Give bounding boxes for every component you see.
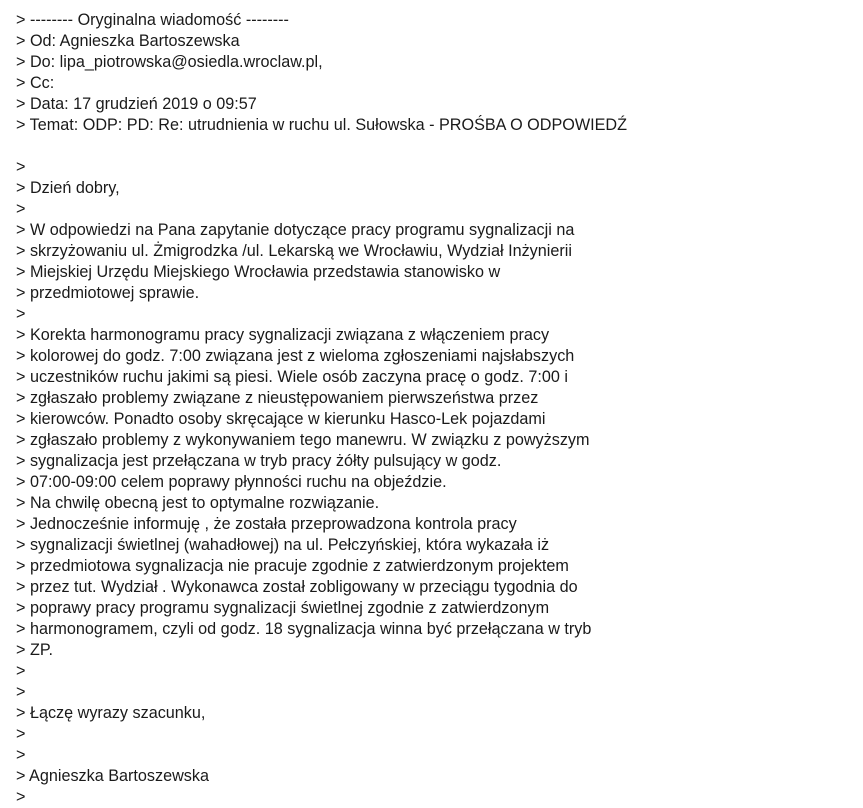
body-line: >	[16, 683, 26, 701]
cc-text: > Cc:	[16, 74, 55, 92]
body-line: > harmonogramem, czyli od godz. 18 sygnalizacja winna być przełączana w tryb	[16, 620, 592, 638]
subject-line: > Temat: ODP: PD: Re: utrudnienia w ruchu ul. Sułowska - PROŚBA O ODPOWIEDŹ	[16, 116, 627, 134]
header-spacer	[16, 136, 856, 157]
body-line: >	[16, 746, 26, 764]
body-line: > poprawy pracy programu sygnalizacji świetlnej zgodnie z zatwierdzonym	[16, 599, 550, 617]
body-line: > Korekta harmonogramu pracy sygnalizacji związana z włączeniem pracy	[16, 326, 550, 344]
original-message-marker: > -------- Oryginalna wiadomość --------	[16, 11, 289, 29]
body-line: > ZP.	[16, 641, 54, 659]
body-line: > zgłaszało problemy związane z nieustępowaniem pierwszeństwa przez	[16, 389, 539, 407]
body-line: > Jednocześnie informuję , że została przeprowadzona kontrola pracy	[16, 515, 517, 533]
body-line: > zgłaszało problemy z wykonywaniem tego manewru. W związku z powyższym	[16, 431, 590, 449]
from-line	[16, 31, 856, 52]
date-line: > Data: 17 grudzień 2019 o 09:57	[16, 95, 257, 113]
body-line: > kolorowej do godz. 7:00 związana jest z wieloma zgłoszeniami najsłabszych	[16, 347, 575, 365]
body-line: > W odpowiedzi na Pana zapytanie dotyczące pracy programu sygnalizacji na	[16, 221, 575, 239]
cc-line	[16, 73, 856, 94]
body-line: > przedmiotowa sygnalizacja nie pracuje zgodnie z zatwierdzonym projektem	[16, 557, 569, 575]
body-line: >	[16, 305, 26, 323]
body-line: > Na chwilę obecną jest to optymalne rozwiązanie.	[16, 494, 380, 512]
from-text: > Od: Agnieszka Bartoszewska	[16, 32, 240, 50]
quoted-email	[16, 10, 856, 808]
to-line: > Do: lipa_piotrowska@osiedla.wroclaw.pl,	[16, 53, 323, 71]
body-line: > Miejskiej Urzędu Miejskiego Wrocławia przedstawia stanowisko w	[16, 263, 501, 281]
closing-line: > Łączę wyrazy szacunku,	[16, 704, 206, 722]
body-line: >	[16, 662, 26, 680]
body-line: > kierowców. Ponadto osoby skręcające w kierunku Hasco-Lek pojazdami	[16, 410, 546, 428]
body-line: > sygnalizacja jest przełączana w tryb pracy żółty pulsujący w godz.	[16, 452, 502, 470]
signature-line: > Agnieszka Bartoszewska	[16, 767, 210, 785]
greeting-line: > Dzień dobry,	[16, 179, 120, 197]
body-line: > uczestników ruchu jakimi są piesi. Wiele osób zaczyna pracę o godz. 7:00 i	[16, 368, 568, 386]
body-line: >	[16, 200, 26, 218]
body-line: > przedmiotowej sprawie.	[16, 284, 200, 302]
body-line: >	[16, 788, 26, 806]
body-line: > przez tut. Wydział . Wykonawca został zobligowany w przeciągu tygodnia do	[16, 578, 578, 596]
body-line: > sygnalizacji świetlnej (wahadłowej) na ul. Pełczyńskiej, która wykazała iż	[16, 536, 550, 554]
body-line: > 07:00-09:00 celem poprawy płynności ruchu na objeździe.	[16, 473, 447, 491]
body-line: > skrzyżowaniu ul. Żmigrodzka /ul. Lekarską we Wrocławiu, Wydział Inżynierii	[16, 242, 572, 260]
body-line: >	[16, 725, 26, 743]
body-line: >	[16, 158, 26, 176]
